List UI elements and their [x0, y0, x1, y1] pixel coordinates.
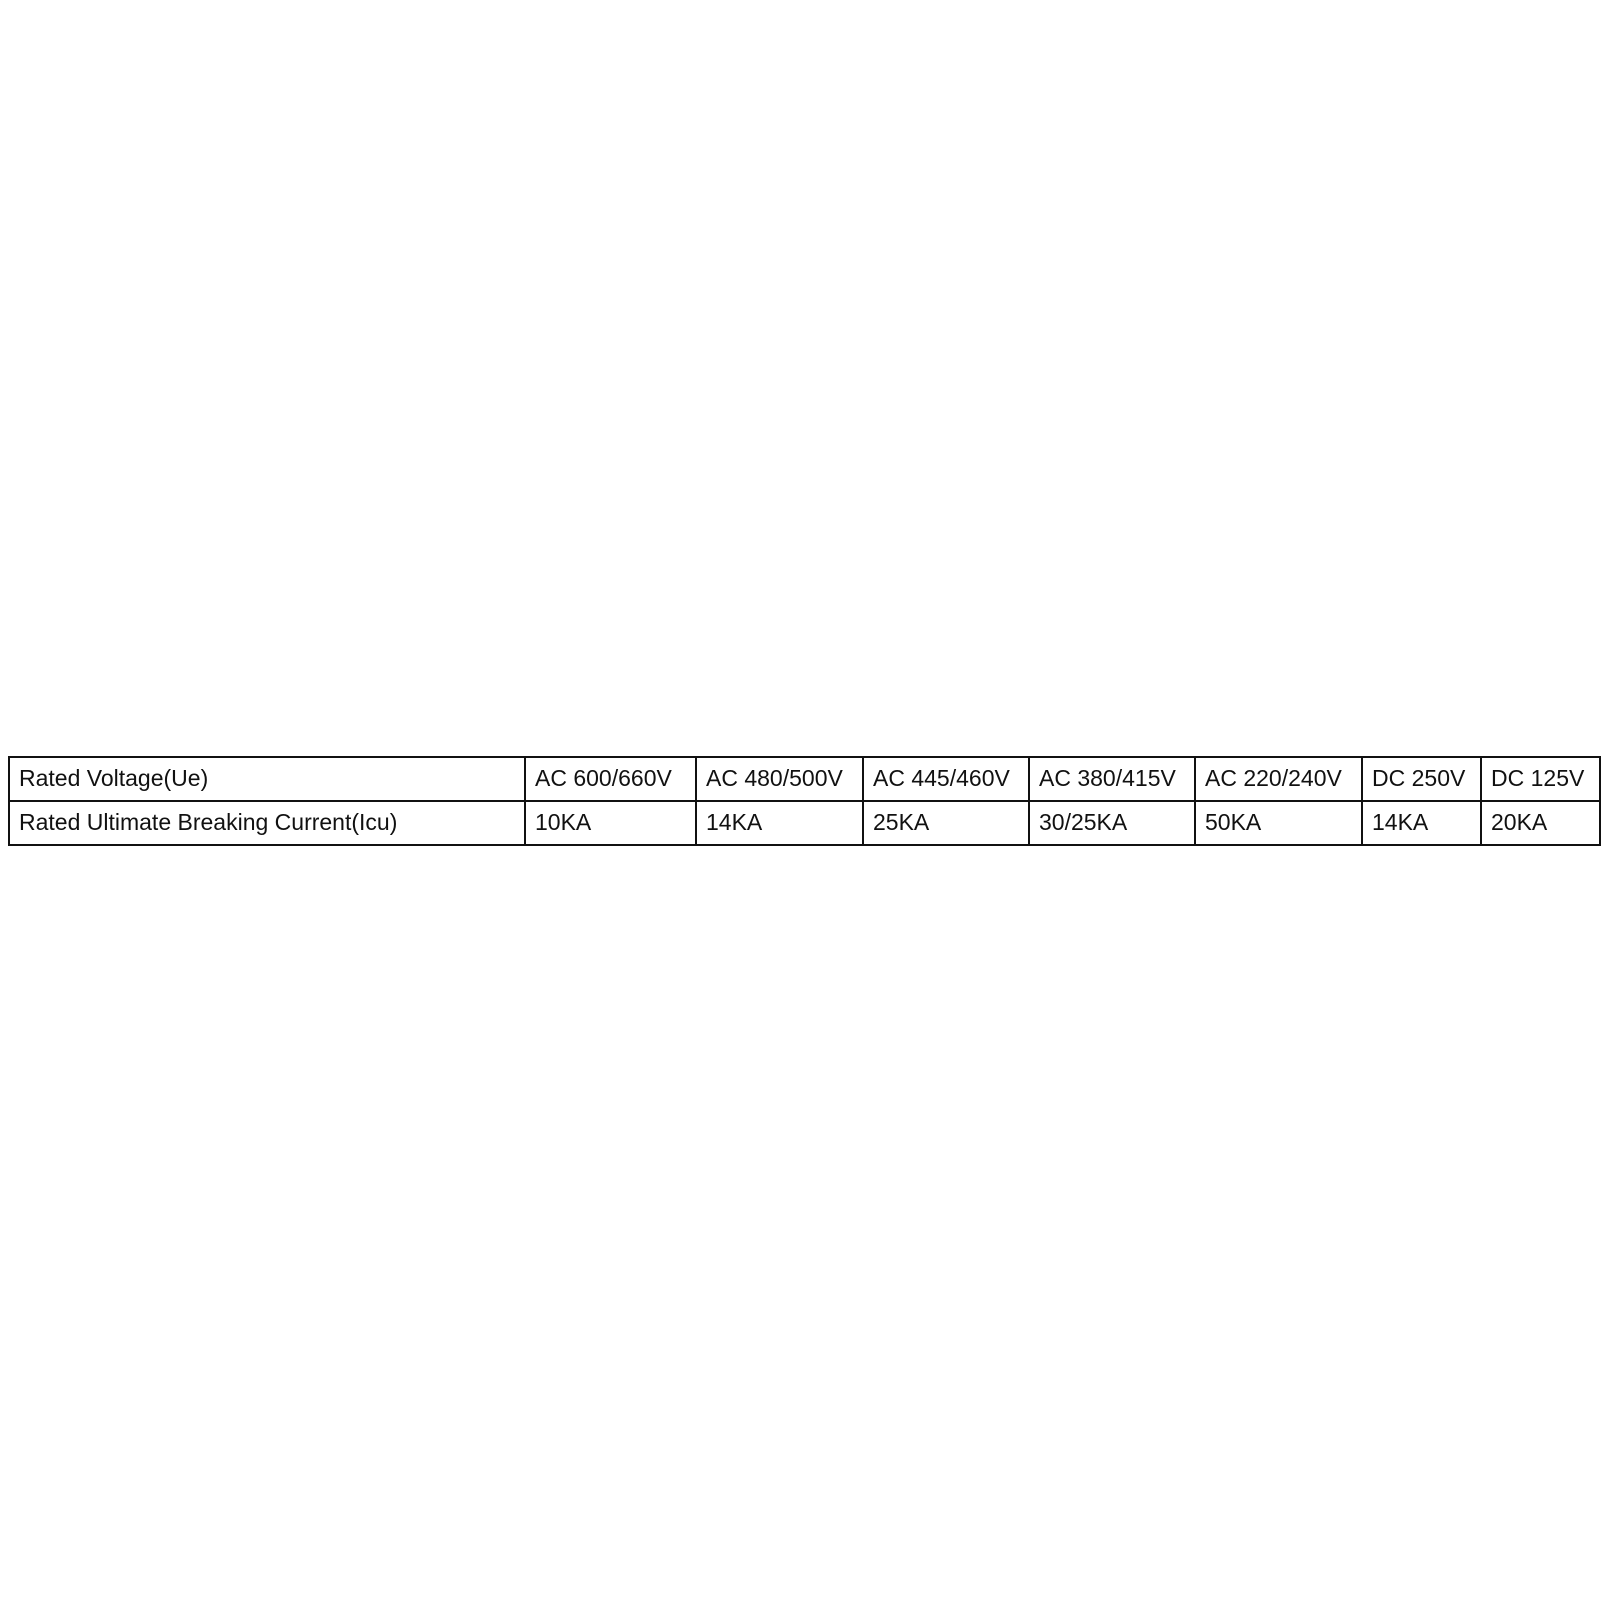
table-cell: AC 445/460V [863, 757, 1029, 801]
table-cell: 50KA [1195, 801, 1362, 845]
table-cell: 30/25KA [1029, 801, 1195, 845]
table-cell: AC 480/500V [696, 757, 863, 801]
table-cell: 10KA [525, 801, 696, 845]
table-row-rated-voltage [9, 757, 1600, 801]
spec-table [8, 756, 1601, 846]
table-cell: AC 220/240V [1195, 757, 1362, 801]
table-cell: 25KA [863, 801, 1029, 845]
row-label-breaking-current: Rated Ultimate Breaking Current(Icu) [9, 801, 525, 845]
table-cell: AC 380/415V [1029, 757, 1195, 801]
row-label-rated-voltage: Rated Voltage(Ue) [9, 757, 525, 801]
table-row-breaking-current [9, 801, 1600, 845]
table-cell: DC 125V [1481, 757, 1600, 801]
table-cell: 14KA [696, 801, 863, 845]
table-cell: 20KA [1481, 801, 1600, 845]
table-cell: 14KA [1362, 801, 1481, 845]
table-cell: DC 250V [1362, 757, 1481, 801]
table-cell: AC 600/660V [525, 757, 696, 801]
